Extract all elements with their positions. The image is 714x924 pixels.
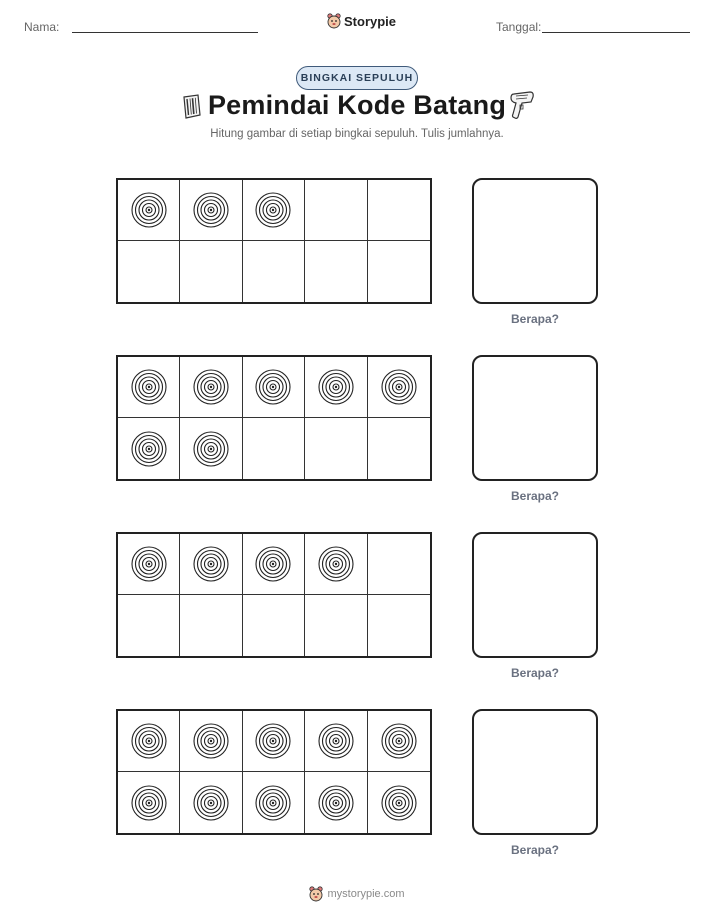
storypie-mascot-icon [327,13,341,29]
target-icon [254,191,292,229]
ten-frame-1 [116,178,432,304]
target-icon [254,784,292,822]
ten-frame-cell [368,357,430,418]
target-icon [254,368,292,406]
ten-frame-cell [180,241,242,302]
brand-name: Storypie [344,13,397,29]
target-icon [192,545,230,583]
ten-frame-cell [180,180,242,241]
ten-frame-cell [118,180,180,241]
ten-frame-cell [180,711,242,772]
target-icon [317,545,355,583]
ten-frame-cell [243,711,305,772]
target-icon [380,784,418,822]
ten-frame-cell [243,418,305,479]
footer-url: mystorypie.com [327,888,405,900]
target-icon [130,430,168,468]
brand-logo [327,13,396,29]
answer-label-1: Berapa? [510,312,560,326]
ten-frame-cell [368,595,430,656]
target-icon [380,368,418,406]
ten-frame-cell [305,241,367,302]
answer-box-1[interactable] [472,178,598,304]
answer-label-3: Berapa? [510,666,560,680]
ten-frame-cell [368,772,430,833]
answer-label-2: Berapa? [510,489,560,503]
ten-frame-cell [180,595,242,656]
ten-frame-cell [368,418,430,479]
answer-box-2[interactable] [472,355,598,481]
name-line[interactable] [72,32,258,33]
target-icon [254,545,292,583]
storypie-mascot-icon [309,886,323,902]
ten-frame-cell [118,534,180,595]
ten-frame-cell [243,534,305,595]
page-title: Pemindai Kode Batang [207,90,507,120]
ten-frame-cell [305,772,367,833]
ten-frame-cell [243,241,305,302]
date-label: Tanggal: [496,20,542,34]
ten-frame-4 [116,709,432,835]
target-icon [130,545,168,583]
ten-frame-cell [368,180,430,241]
ten-frame-cell [305,595,367,656]
footer [0,886,714,902]
date-line[interactable] [542,32,690,33]
ten-frame-cell [368,241,430,302]
ten-frame-cell [305,418,367,479]
ten-frame-2 [116,355,432,481]
ten-frame-cell [305,357,367,418]
ten-frame-cell [118,595,180,656]
target-icon [192,430,230,468]
target-icon [192,191,230,229]
ten-frame-cell [243,595,305,656]
target-icon [317,722,355,760]
ten-frame-cell [368,534,430,595]
target-icon [192,368,230,406]
ten-frame-cell [180,357,242,418]
target-icon [192,784,230,822]
instructions: Hitung gambar di setiap bingkai sepuluh. Tulis jumlahnya. [210,128,504,140]
answer-label-4: Berapa? [510,843,560,857]
ten-frame-cell [305,534,367,595]
ten-frame-cell [118,711,180,772]
ten-frame-cell [243,772,305,833]
target-icon [317,784,355,822]
ten-frame-cell [118,418,180,479]
target-icon [130,191,168,229]
ten-frame-3 [116,532,432,658]
target-icon [130,722,168,760]
target-icon [192,722,230,760]
ten-frame-cell [305,711,367,772]
barcode-scanner-icon [508,90,536,120]
ten-frame-cell [243,180,305,241]
target-icon [130,784,168,822]
target-icon [254,722,292,760]
answer-box-4[interactable] [472,709,598,835]
ten-frame-cell [180,534,242,595]
ten-frame-cell [118,357,180,418]
target-icon [317,368,355,406]
topic-badge: BINGKAI SEPULUH [296,66,418,90]
ten-frame-cell [180,418,242,479]
name-label: Nama: [24,20,60,34]
ten-frame-cell [243,357,305,418]
ten-frame-cell [305,180,367,241]
ten-frame-cell [368,711,430,772]
ten-frame-cell [118,772,180,833]
target-icon [130,368,168,406]
answer-box-3[interactable] [472,532,598,658]
target-icon [380,722,418,760]
ten-frame-cell [180,772,242,833]
ten-frame-cell [118,241,180,302]
